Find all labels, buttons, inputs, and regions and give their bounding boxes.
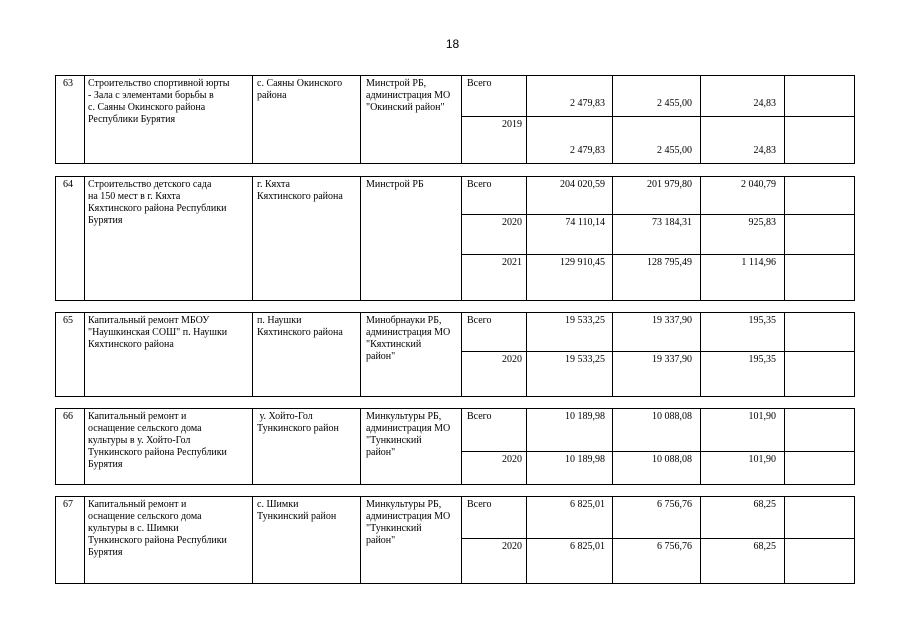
subrow-border bbox=[461, 116, 854, 117]
column-border bbox=[612, 496, 613, 584]
local-value: 24,83 bbox=[753, 98, 776, 109]
customer-name: Минобрнауки РБ, администрация МО "Кяхтинский район" bbox=[366, 315, 451, 362]
total-value: 6 825,01 bbox=[570, 499, 605, 510]
column-border bbox=[854, 408, 855, 485]
column-border bbox=[700, 176, 701, 301]
column-border bbox=[360, 408, 361, 485]
row-border-top bbox=[55, 176, 854, 177]
local-value: 195,35 bbox=[748, 315, 776, 326]
column-border bbox=[784, 75, 785, 164]
column-border bbox=[252, 75, 253, 164]
column-border bbox=[84, 496, 85, 584]
total-value: 129 910,45 bbox=[560, 257, 605, 268]
total-label: Всего bbox=[467, 411, 492, 422]
local-value: 195,35 bbox=[748, 354, 776, 365]
object-name: Капитальный ремонт и оснащение сельского дома культуры в у. Хойто-Гол Тункинского района Республики Бурятия bbox=[88, 411, 227, 470]
local-value: 1 114,96 bbox=[741, 257, 776, 268]
local-value: 24,83 bbox=[753, 145, 776, 156]
row-border-top bbox=[55, 75, 854, 76]
total-value: 10 189,98 bbox=[565, 454, 605, 465]
subrow-border bbox=[461, 351, 854, 352]
year-label: 2020 bbox=[502, 541, 522, 552]
federal-value: 2 455,00 bbox=[657, 98, 692, 109]
row-border-bottom bbox=[55, 163, 854, 164]
column-border bbox=[612, 176, 613, 301]
column-border bbox=[526, 408, 527, 485]
column-border bbox=[612, 312, 613, 397]
column-border bbox=[700, 75, 701, 164]
subrow-border bbox=[461, 451, 854, 452]
object-name: Капитальный ремонт МБОУ "Наушкинская СОШ" п. Наушки Кяхтинского района bbox=[88, 315, 228, 350]
row-number: 67 bbox=[63, 499, 73, 510]
total-value: 10 189,98 bbox=[565, 411, 605, 422]
row-border-bottom bbox=[55, 583, 854, 584]
column-border bbox=[55, 176, 56, 301]
object-location: с. Саяны Окинского района bbox=[257, 78, 343, 101]
column-border bbox=[84, 176, 85, 301]
year-label: 2019 bbox=[502, 119, 522, 130]
column-border bbox=[252, 408, 253, 485]
federal-value: 10 088,08 bbox=[652, 454, 692, 465]
federal-value: 19 337,90 bbox=[652, 354, 692, 365]
column-border bbox=[84, 75, 85, 164]
total-label: Всего bbox=[467, 179, 492, 190]
column-border bbox=[461, 312, 462, 397]
object-location: с. Шимки Тункинский район bbox=[257, 499, 337, 522]
subrow-border bbox=[461, 214, 854, 215]
column-border bbox=[461, 496, 462, 584]
column-border bbox=[461, 408, 462, 485]
subrow-border bbox=[461, 538, 854, 539]
column-border bbox=[252, 176, 253, 301]
total-value: 74 110,14 bbox=[565, 217, 605, 228]
column-border bbox=[526, 496, 527, 584]
column-border bbox=[360, 496, 361, 584]
total-value: 19 533,25 bbox=[565, 354, 605, 365]
column-border bbox=[526, 312, 527, 397]
customer-name: Минкультуры РБ, администрация МО "Тункинский район" bbox=[366, 499, 451, 546]
year-label: 2020 bbox=[502, 454, 522, 465]
row-number: 64 bbox=[63, 179, 73, 190]
federal-value: 201 979,80 bbox=[647, 179, 692, 190]
federal-value: 73 184,31 bbox=[652, 217, 692, 228]
object-name: Строительство детского сада на 150 мест в г. Кяхта Кяхтинского района Республики Бурятия bbox=[88, 179, 227, 226]
total-label: Всего bbox=[467, 315, 492, 326]
column-border bbox=[55, 496, 56, 584]
local-value: 2 040,79 bbox=[741, 179, 776, 190]
column-border bbox=[784, 408, 785, 485]
customer-name: Минстрой РБ, администрация МО "Окинский район" bbox=[366, 78, 451, 113]
object-location: г. Кяхта Кяхтинского района bbox=[257, 179, 343, 202]
row-border-top bbox=[55, 496, 854, 497]
customer-name: Минкультуры РБ, администрация МО "Тункинский район" bbox=[366, 411, 451, 458]
year-label: 2020 bbox=[502, 217, 522, 228]
row-border-bottom bbox=[55, 396, 854, 397]
year-label: 2020 bbox=[502, 354, 522, 365]
column-border bbox=[84, 408, 85, 485]
row-number: 65 bbox=[63, 315, 73, 326]
column-border bbox=[360, 176, 361, 301]
total-value: 19 533,25 bbox=[565, 315, 605, 326]
row-border-bottom bbox=[55, 484, 854, 485]
column-border bbox=[55, 408, 56, 485]
subrow-border bbox=[461, 254, 854, 255]
column-border bbox=[854, 75, 855, 164]
object-location: у. Хойто-Гол Тункинского район bbox=[257, 411, 339, 434]
object-name: Капитальный ремонт и оснащение сельского дома культуры в с. Шимки Тункинского района Республики Бурятия bbox=[88, 499, 227, 558]
total-value: 2 479,83 bbox=[570, 98, 605, 109]
column-border bbox=[612, 408, 613, 485]
column-border bbox=[784, 496, 785, 584]
column-border bbox=[526, 176, 527, 301]
federal-value: 6 756,76 bbox=[657, 541, 692, 552]
column-border bbox=[700, 408, 701, 485]
object-name: Строительство спортивной юрты - Зала с элементами борьбы в с. Саяны Окинского района Республики Бурятия bbox=[88, 78, 230, 125]
year-label: 2021 bbox=[502, 257, 522, 268]
local-value: 101,90 bbox=[748, 411, 776, 422]
total-label: Всего bbox=[467, 499, 492, 510]
column-border bbox=[461, 176, 462, 301]
page-number: 18 bbox=[445, 37, 460, 51]
row-number: 66 bbox=[63, 411, 73, 422]
row-number: 63 bbox=[63, 78, 73, 89]
column-border bbox=[461, 75, 462, 164]
total-value: 2 479,83 bbox=[570, 145, 605, 156]
row-border-top bbox=[55, 312, 854, 313]
column-border bbox=[854, 176, 855, 301]
column-border bbox=[612, 75, 613, 164]
federal-value: 19 337,90 bbox=[652, 315, 692, 326]
column-border bbox=[784, 176, 785, 301]
column-border bbox=[854, 496, 855, 584]
federal-value: 10 088,08 bbox=[652, 411, 692, 422]
column-border bbox=[252, 312, 253, 397]
federal-value: 6 756,76 bbox=[657, 499, 692, 510]
column-border bbox=[84, 312, 85, 397]
column-border bbox=[55, 312, 56, 397]
local-value: 101,90 bbox=[748, 454, 776, 465]
column-border bbox=[700, 312, 701, 397]
column-border bbox=[526, 75, 527, 164]
total-value: 204 020,59 bbox=[560, 179, 605, 190]
object-location: п. Наушки Кяхтинского района bbox=[257, 315, 343, 338]
customer-name: Минстрой РБ bbox=[366, 179, 424, 190]
column-border bbox=[360, 312, 361, 397]
column-border bbox=[784, 312, 785, 397]
local-value: 68,25 bbox=[753, 499, 776, 510]
row-border-top bbox=[55, 408, 854, 409]
federal-value: 128 795,49 bbox=[647, 257, 692, 268]
local-value: 68,25 bbox=[753, 541, 776, 552]
total-label: Всего bbox=[467, 78, 492, 89]
local-value: 925,83 bbox=[748, 217, 776, 228]
row-border-bottom bbox=[55, 300, 854, 301]
column-border bbox=[854, 312, 855, 397]
column-border bbox=[360, 75, 361, 164]
column-border bbox=[252, 496, 253, 584]
column-border bbox=[700, 496, 701, 584]
column-border bbox=[55, 75, 56, 164]
total-value: 6 825,01 bbox=[570, 541, 605, 552]
federal-value: 2 455,00 bbox=[657, 145, 692, 156]
